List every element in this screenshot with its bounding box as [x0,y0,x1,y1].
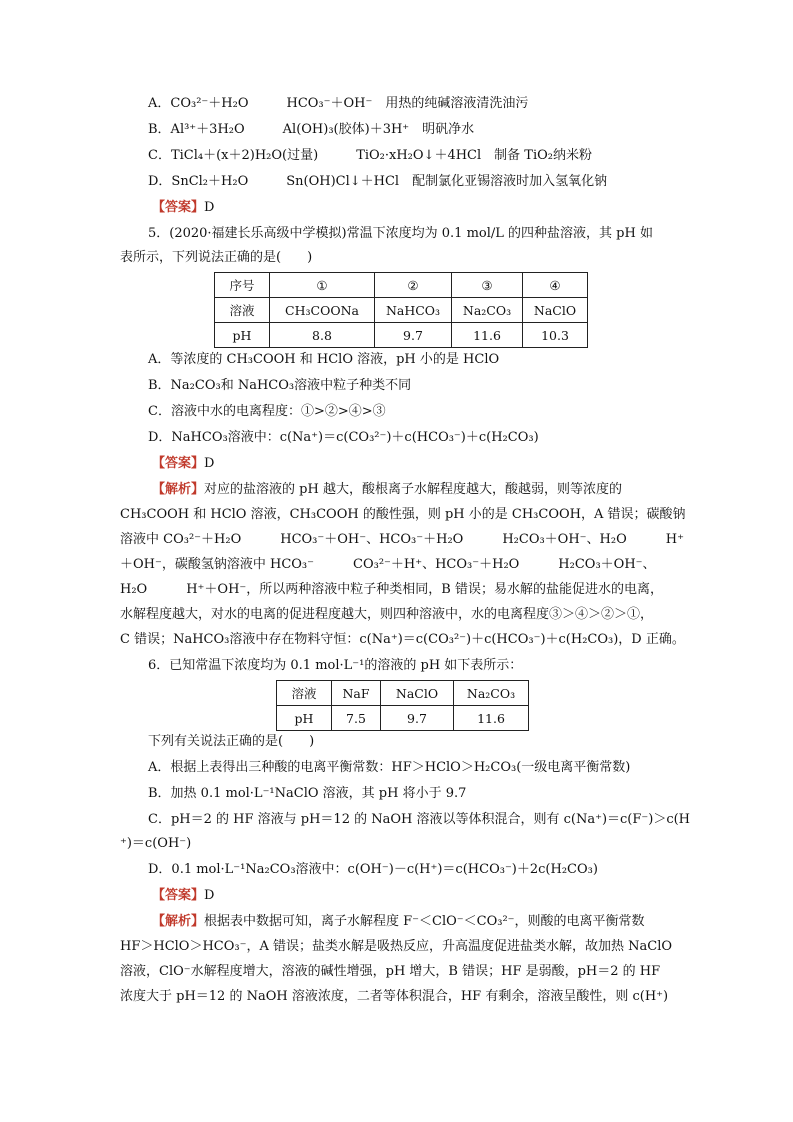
q4-option-d [148,172,607,192]
q6-explanation-line4: 浓度大于 pH＝12 的 NaOH 溶液浓度，二者等体积混合，HF 有剩余，溶液呈酸性，则 c(H⁺) [120,989,669,1004]
q6-option-b: B．加热 0.1 mol·L⁻¹NaClO 溶液，其 pH 将小于 9.7 [148,786,467,801]
table-cell: Na₂CO₃ [452,298,523,323]
answer-tag: 【答案】 [152,888,205,903]
q6-explanation-line1 [152,912,645,932]
q5-stem-line2: 表所示，下列说法正确的是( ) [120,250,313,265]
table-row [215,273,588,298]
q6-option-c-line1: C．pH＝2 的 HF 溶液与 pH＝12 的 NaOH 溶液以等体积混合，则有 c(Na⁺)＝c(F⁻)＞c(H [148,812,691,827]
q5-explanation-line7: C 错误；NaHCO₃溶液中存在物料守恒：c(Na⁺)＝c(CO₃²⁻)＋c(HCO₃⁻)＋c(H₂CO₃)，D 正确。 [120,632,685,647]
q5-stem-line1: 5．(2020·福建长乐高级中学模拟)常温下浓度均为 0.1 mol/L 的四种盐溶液，其 pH 如 [148,226,653,241]
table-cell: ④ [523,273,588,298]
q4-answer [152,198,214,218]
q5-table [214,272,588,348]
table-row [215,298,588,323]
table-cell: pH [277,706,332,731]
q5-option-b: B．Na₂CO₃和 NaHCO₃溶液中粒子种类不同 [148,378,412,393]
table-cell: 11.6 [452,323,523,348]
q5-explanation-line3: 溶液中 CO₃²⁻＋H₂O HCO₃⁻＋OH⁻、HCO₃⁻＋H₂O H₂CO₃＋OH⁻、H₂O H⁺ [120,532,684,547]
q6-stem: 6．已知常温下浓度均为 0.1 mol·L⁻¹的溶液的 pH 如下表所示： [148,658,523,673]
table-cell: NaHCO₃ [375,298,452,323]
q6-question: 下列有关说法正确的是( ) [148,734,315,749]
option-text: Sn(OH)Cl↓＋HCl 配制氯化亚锡溶液时加入氢氧化钠 [286,174,608,189]
q5-option-d: D．NaHCO₃溶液中：c(Na⁺)＝c(CO₃²⁻)＋c(HCO₃⁻)＋c(H₂CO₃) [148,430,539,445]
q6-option-d: D．0.1 mol·L⁻¹Na₂CO₃溶液中：c(OH⁻)－c(H⁺)＝c(HCO₃⁻)＋2c(H₂CO₃) [148,862,598,877]
table-cell: Na₂CO₃ [454,681,529,706]
table-cell: 溶液 [215,298,270,323]
q5-answer [152,454,214,474]
explanation-tag: 【解析】 [152,914,205,929]
table-cell: ② [375,273,452,298]
table-row [277,706,529,731]
table-cell: 8.8 [270,323,375,348]
q6-answer [152,886,214,906]
q4-option-b [148,120,474,140]
q5-option-a: A．等浓度的 CH₃COOH 和 HClO 溶液，pH 小的是 HClO [148,352,500,367]
q4-option-c [148,146,592,166]
table-cell: pH [215,323,270,348]
option-text: TiO₂·xH₂O↓＋4HCl 制备 TiO₂纳米粉 [356,148,592,163]
table-cell: CH₃COONa [270,298,375,323]
q6-table [276,680,529,731]
option-label: D．SnCl₂＋H₂O [148,174,249,189]
option-label: A．CO₃²⁻＋H₂O [148,96,249,111]
option-label: C．TiCl₄＋(x＋2)H₂O(过量) [148,148,319,163]
table-cell: 溶液 [277,681,332,706]
table-cell: ① [270,273,375,298]
table-cell: NaClO [381,681,454,706]
answer-value: D [204,200,215,215]
q5-explanation-line4: ＋OH⁻，碳酸氢钠溶液中 HCO₃⁻ CO₃²⁻＋H⁺、HCO₃⁻＋H₂O H₂CO₃＋OH⁻、 [120,557,656,572]
answer-value: D [204,456,215,471]
table-row [215,323,588,348]
q6-explanation-line3: 溶液，ClO⁻水解程度增大，溶液的碱性增强，pH 增大，B 错误；HF 是弱酸，pH＝2 的 HF [120,964,661,979]
table-cell: NaF [332,681,381,706]
option-label: B．Al³⁺＋3H₂O [148,122,245,137]
explanation-text: 根据表中数据可知，离子水解程度 F⁻＜ClO⁻＜CO₃²⁻，则酸的电离平衡常数 [204,914,645,929]
q6-explanation-line2: HF＞HClO＞HCO₃⁻，A 错误；盐类水解是吸热反应，升高温度促进盐类水解，故加热 NaClO [120,939,673,954]
option-text: HCO₃⁻＋OH⁻ 用热的纯碱溶液清洗油污 [286,96,529,111]
q6-option-c-line2: ⁺)＝c(OH⁻) [120,836,192,851]
table-cell: 9.7 [375,323,452,348]
q5-explanation-line1 [152,480,622,500]
q5-option-c: C．溶液中水的电离程度：①>②>④>③ [148,404,386,419]
q5-explanation-line5: H₂O H⁺＋OH⁻，所以两种溶液中粒子种类相同，B 错误；易水解的盐能促进水的电离， [120,582,663,597]
q4-option-a [148,94,528,114]
answer-tag: 【答案】 [152,200,205,215]
q5-explanation-line2: CH₃COOH 和 HClO 溶液，CH₃COOH 的酸性强，则 pH 小的是 CH₃COOH，A 错误；碳酸钠 [120,507,686,522]
explanation-tag: 【解析】 [152,482,205,497]
table-cell: 10.3 [523,323,588,348]
table-cell: NaClO [523,298,588,323]
table-cell: 7.5 [332,706,381,731]
explanation-text: 对应的盐溶液的 pH 越大，酸根离子水解程度越大，酸越弱，则等浓度的 [204,482,622,497]
option-text: Al(OH)₃(胶体)＋3H⁺ 明矾净水 [282,122,475,137]
table-row [277,681,529,706]
answer-value: D [204,888,215,903]
table-cell: 序号 [215,273,270,298]
table-cell: 9.7 [381,706,454,731]
table-cell: 11.6 [454,706,529,731]
answer-tag: 【答案】 [152,456,205,471]
table-cell: ③ [452,273,523,298]
q5-explanation-line6: 水解程度越大，对水的电离的促进程度越大，则四种溶液中，水的电离程度③＞④＞②＞①， [120,607,654,622]
q6-option-a: A．根据上表得出三种酸的电离平衡常数：HF＞HClO＞H₂CO₃(一级电离平衡常数) [148,760,631,775]
